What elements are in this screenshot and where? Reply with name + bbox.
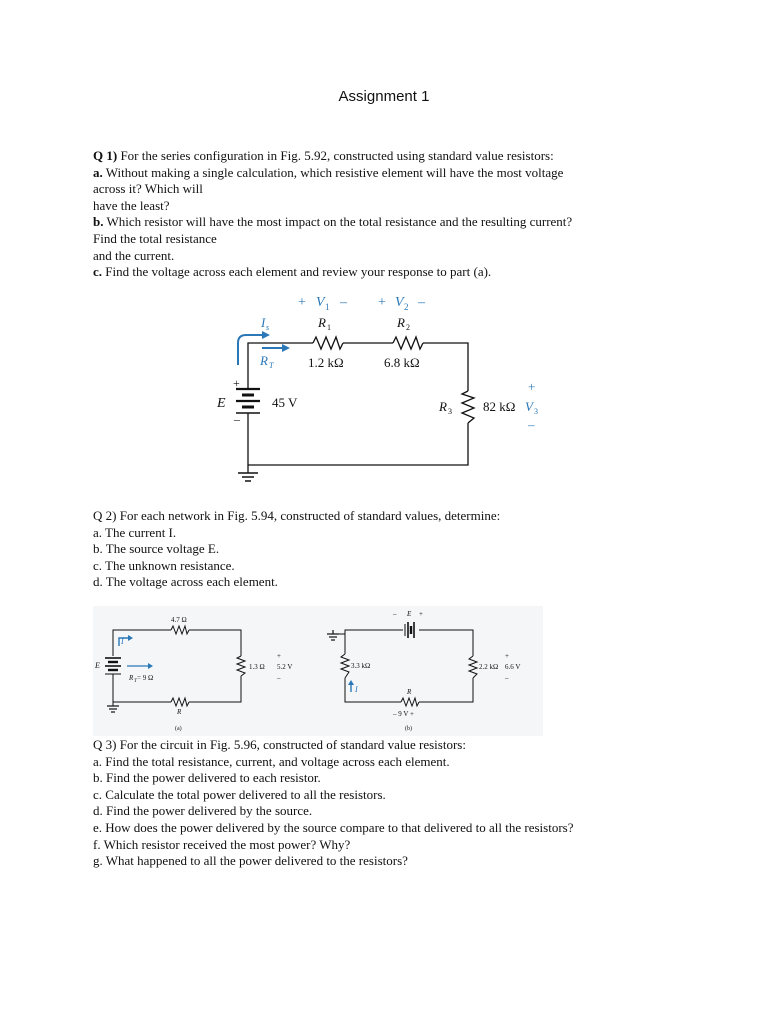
b-bottom-voltage: – 9 V + <box>393 710 414 718</box>
is-arrowhead-icon <box>262 331 270 339</box>
q3-part-g: g. What happened to all the power delivered to the resistors? <box>93 853 408 869</box>
v1-label: V <box>316 295 325 310</box>
caption-b: (b) <box>405 726 412 732</box>
r2-sub: 2 <box>406 323 410 332</box>
r2-value: 6.8 kΩ <box>384 355 420 370</box>
v3-label: V <box>525 399 533 414</box>
figure-5-94-panel <box>93 606 543 736</box>
q3-part-a: a. Find the total resistance, current, and voltage across each element. <box>93 753 450 769</box>
a-bottom-label: R <box>177 708 182 716</box>
b-right-voltage: 6.6 V <box>505 663 521 671</box>
q2-part-b: b. The source voltage E. <box>93 541 220 557</box>
v2-plus: + <box>378 295 386 310</box>
a-current-label: I <box>121 637 124 646</box>
q1-a-text-2: across it? Which will <box>93 181 203 197</box>
q1-a-text: Without making a single calculation, which resistive element will have the most voltage <box>102 164 564 180</box>
r1-label: R <box>318 315 326 330</box>
b-e-plus: + <box>419 610 423 618</box>
q1-c-text: Find the voltage across each element and review your response to part (a). <box>102 264 492 280</box>
q1-label: Q 1) <box>93 148 118 163</box>
v2-label: V <box>395 295 404 310</box>
v3-plus: + <box>528 379 536 394</box>
resistor-r2-symbol <box>393 337 423 349</box>
is-label: I <box>261 315 266 330</box>
b-left-value: 3.3 kΩ <box>351 662 371 670</box>
q2-part-c: c. The unknown resistance. <box>93 557 235 573</box>
r3-value: 82 kΩ <box>483 399 516 414</box>
q1-c-label: c. <box>93 264 103 280</box>
q2-part-a: a. The current I. <box>93 524 177 540</box>
v1-minus: – <box>340 295 347 310</box>
rt-sub: T <box>269 361 274 370</box>
b-bottom-label: R <box>407 688 412 696</box>
a-top-value: 4.7 Ω <box>171 616 187 624</box>
a-e-label: E <box>95 661 100 670</box>
q3-part-f: f. Which resistor received the most power? Why? <box>93 836 351 852</box>
q1-b-text: Which resistor will have the most impact on the total resistance and the resulting current? <box>103 214 573 230</box>
e-label: E <box>217 396 226 411</box>
v2-minus: – <box>418 295 425 310</box>
r1-sub: 1 <box>327 323 331 332</box>
b-e-label: E <box>407 610 412 618</box>
caption-a: (a) <box>175 726 182 732</box>
v3-sub: 3 <box>534 407 538 416</box>
b-current-label: I <box>355 685 358 694</box>
r2-label: R <box>397 315 405 330</box>
q3-part-e: e. How does the power delivered by the source compare to that delivered to all the resistors? <box>93 819 574 835</box>
q3-part-c: c. Calculate the total power delivered to all the resistors. <box>93 786 386 802</box>
q3-part-d: d. Find the power delivered by the source. <box>93 803 313 819</box>
q1-part-a-line <box>93 165 693 182</box>
a-right-value: 1.3 Ω <box>249 663 265 671</box>
q1-b-text-3: and the current. <box>93 247 175 263</box>
resistor-r3-symbol <box>462 391 474 423</box>
r3-label: R <box>439 399 447 414</box>
q3-part-b: b. Find the power delivered to each resistor. <box>93 770 321 786</box>
is-sub: s <box>266 323 270 332</box>
q1-part-b-line <box>93 214 693 231</box>
e-plus: + <box>233 376 240 390</box>
q3-intro: Q 3) For the circuit in Fig. 5.96, constructed of standard value resistors: <box>93 737 466 752</box>
v1-plus: + <box>298 295 306 310</box>
a-rt-label: R <box>129 674 134 682</box>
a-rt-value: = 9 Ω <box>137 674 154 682</box>
question-2 <box>93 508 693 591</box>
e-value: 45 V <box>272 395 298 410</box>
figure-5-92-circuit <box>0 285 768 515</box>
b-e-minus: – <box>393 610 397 618</box>
b-voltage-plus: + <box>505 652 509 660</box>
question-3 <box>93 737 693 870</box>
a-right-voltage: 5.2 V <box>277 663 293 671</box>
b-voltage-minus: – <box>505 674 509 682</box>
rt-label: R <box>260 353 268 368</box>
figure-background <box>93 606 543 736</box>
q1-intro-line <box>93 148 693 165</box>
v1-sub: 1 <box>325 302 330 312</box>
a-voltage-minus: – <box>277 674 281 682</box>
a-rt-sub: T <box>134 679 137 684</box>
q1-b-text-2: Find the total resistance <box>93 230 217 246</box>
r3-sub: 3 <box>448 407 452 416</box>
q1-intro-text: For the series configuration in Fig. 5.92, constructed using standard value resistors: <box>117 148 554 163</box>
q1-part-c-line <box>93 264 693 281</box>
v2-sub: 2 <box>404 302 409 312</box>
rt-arrowhead-icon <box>282 344 290 352</box>
q1-b-label: b. <box>93 214 104 230</box>
e-minus: – <box>234 412 240 426</box>
resistor-r1-symbol <box>313 337 343 349</box>
q1-a-text-3: have the least? <box>93 197 170 213</box>
a-voltage-plus: + <box>277 652 281 660</box>
q1-a-label: a. <box>93 164 103 180</box>
q2-part-d: d. The voltage across each element. <box>93 574 278 590</box>
b-right-value: 2.2 kΩ <box>479 663 499 671</box>
v3-minus: – <box>528 417 535 432</box>
r1-value: 1.2 kΩ <box>308 355 344 370</box>
page-title: Assignment 1 <box>338 88 430 105</box>
ground-symbol <box>238 473 258 481</box>
q2-intro: Q 2) For each network in Fig. 5.94, constructed of standard values, determine: <box>93 508 501 523</box>
question-1 <box>93 148 693 281</box>
